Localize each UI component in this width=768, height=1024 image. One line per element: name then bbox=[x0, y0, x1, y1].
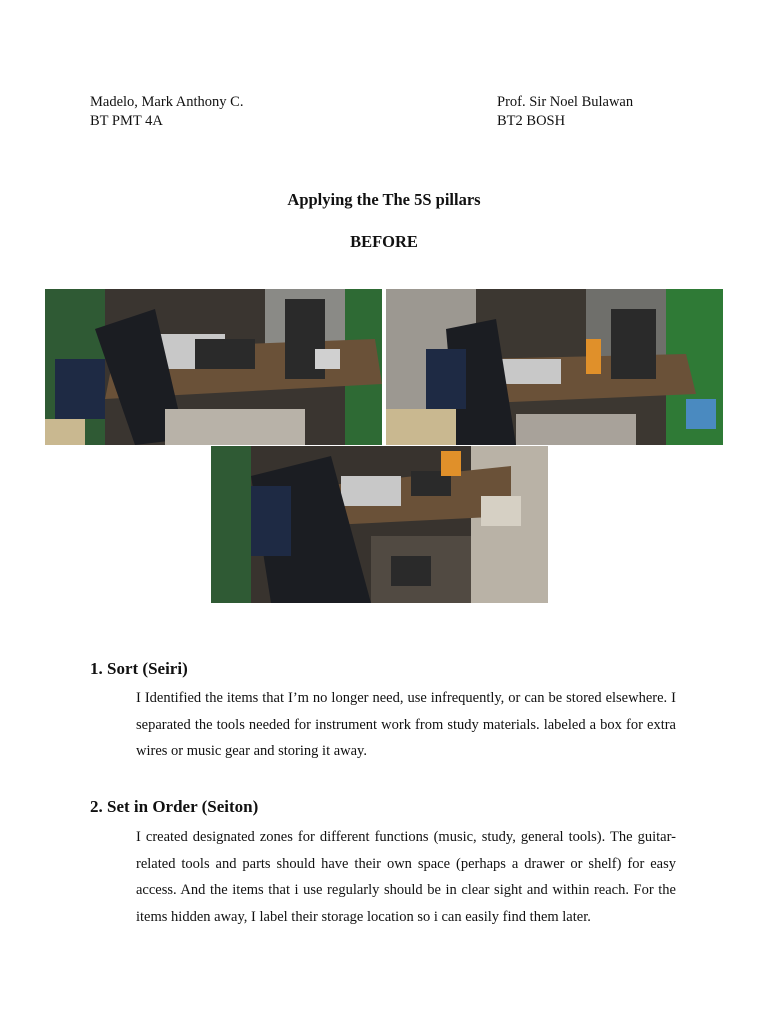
author-name: Madelo, Mark Anthony C. bbox=[90, 94, 244, 110]
header-left bbox=[90, 93, 243, 131]
document-title: Applying the The 5S pillars bbox=[287, 190, 481, 209]
subject-code: BT2 BOSH bbox=[497, 113, 566, 129]
workspace-photo-2 bbox=[386, 289, 723, 445]
workspace-photo-3 bbox=[211, 446, 548, 603]
section-body-set-in-order: I created designated zones for different functions (music, study, general tools). The guitar-related tools and parts should have their own space (perhaps a drawer or shelf) for easy access. And the items that i use regularly should be in clear sight and within reach. For the items hidden away, I label their storage location so i can easily find them later. bbox=[136, 829, 676, 925]
section-heading-set-in-order: 2. Set in Order (Seiton) bbox=[90, 797, 259, 816]
section-heading-sort: 1. Sort (Seiri) bbox=[90, 659, 188, 678]
professor-name: Prof. Sir Noel Bulawan bbox=[497, 94, 634, 110]
header-right bbox=[497, 93, 633, 131]
document-subtitle: BEFORE bbox=[350, 232, 418, 251]
section-body-sort: I Identified the items that I’m no longer need, use infrequently, or can be stored elsewhere. I separated the tools needed for instrument work from study materials. labeled a box for extra wires or music gear and storing it away. bbox=[136, 690, 676, 759]
workspace-photo-1 bbox=[45, 289, 382, 445]
author-course: BT PMT 4A bbox=[90, 113, 163, 129]
